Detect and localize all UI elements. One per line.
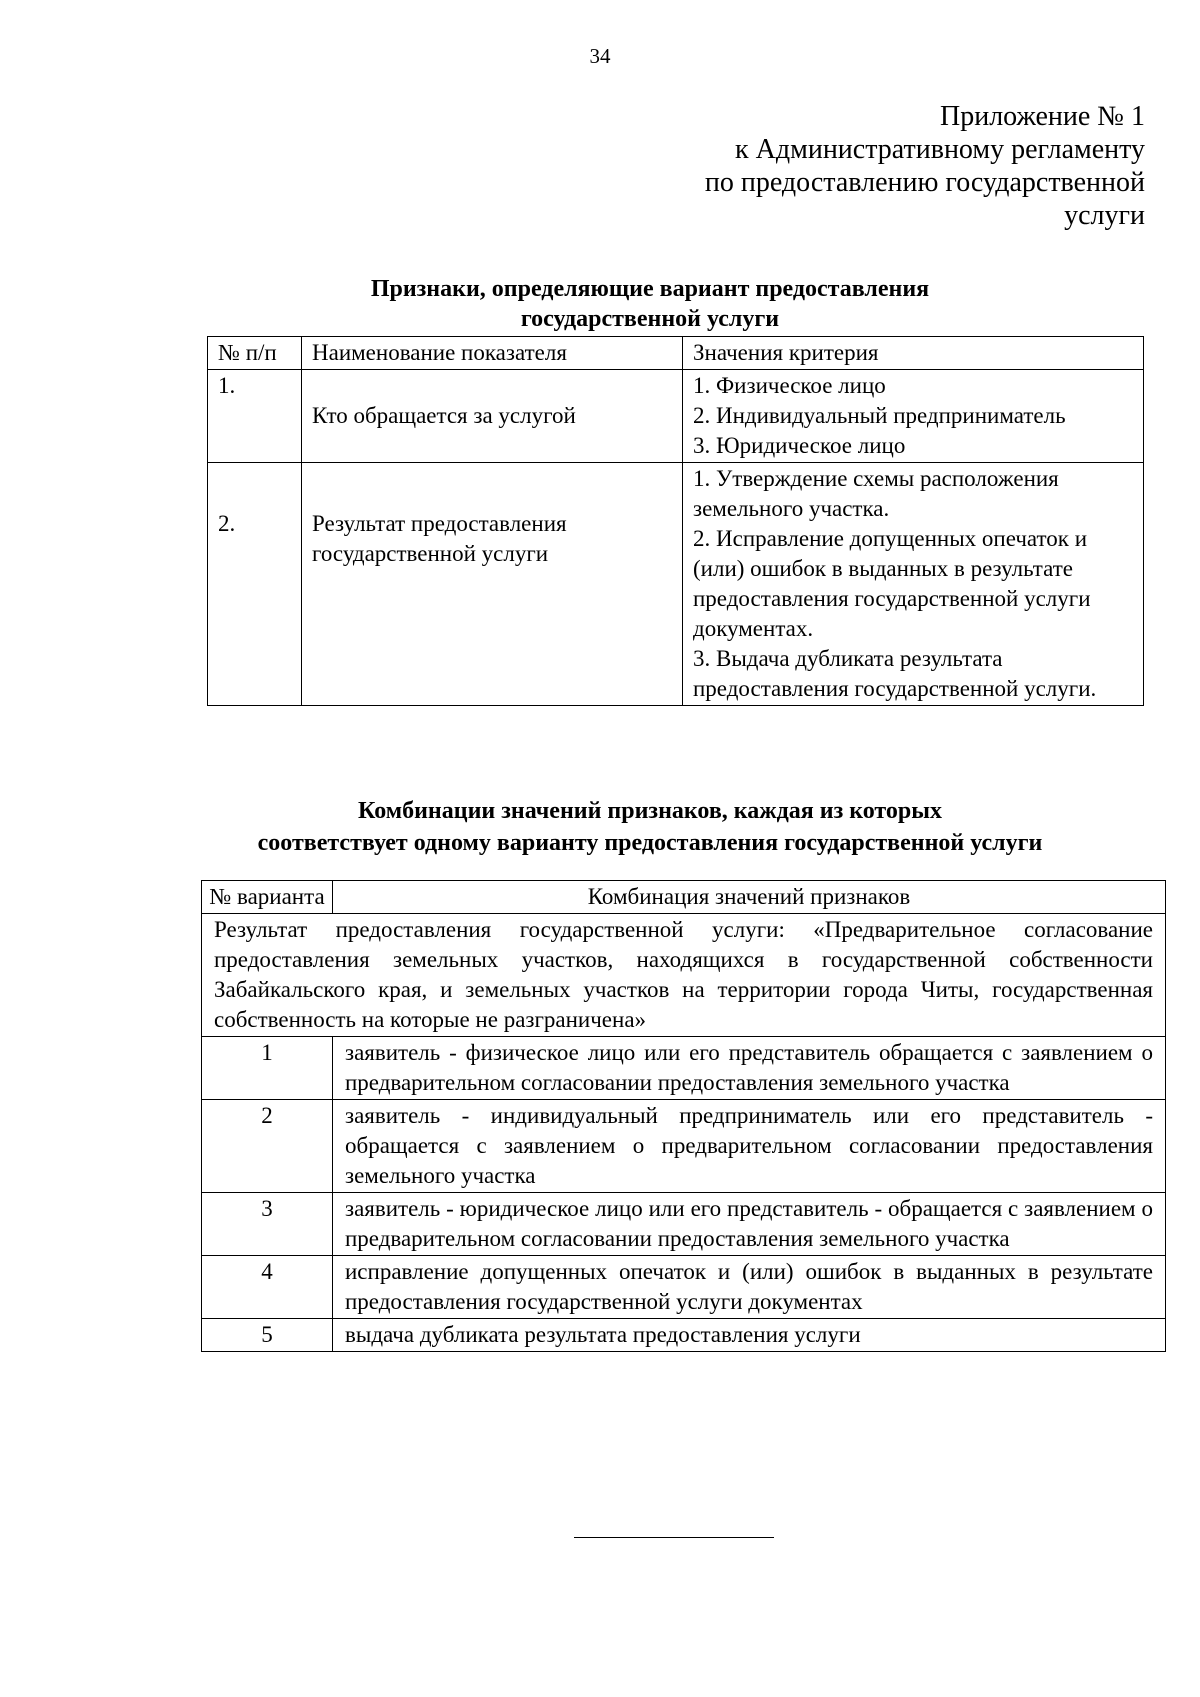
- table-row: [202, 1193, 1166, 1256]
- criteria-values: [683, 370, 1144, 463]
- criteria-values: [683, 463, 1144, 706]
- row-number: 1.: [208, 370, 302, 463]
- criteria-value: 2. Индивидуальный предприниматель: [693, 403, 1066, 428]
- variant-number: 5: [202, 1319, 333, 1352]
- table-header-row: [208, 337, 1144, 370]
- combinations-title-line: Комбинации значений признаков, каждая из которых: [358, 798, 942, 824]
- table-header-row: [202, 881, 1166, 914]
- appendix-line: по предоставлению государственной: [704, 167, 1145, 198]
- header-cell: № п/п: [208, 337, 302, 370]
- criteria-table: [207, 336, 1144, 706]
- criteria-value: 1. Утверждение схемы расположения земельного участка.: [693, 466, 1059, 521]
- header-cell: Комбинация значений признаков: [333, 881, 1166, 914]
- table-row: [202, 1037, 1166, 1100]
- variant-description: заявитель - физическое лицо или его представитель обращается с заявлением о предварительном согласовании предоставления земельного участка: [333, 1037, 1166, 1100]
- combinations-table: [201, 880, 1166, 1352]
- variant-description: выдача дубликата результата предоставления услуги: [333, 1319, 1166, 1352]
- end-divider: [574, 1537, 774, 1538]
- criteria-value: 1. Физическое лицо: [693, 373, 886, 398]
- criteria-value: 3. Юридическое лицо: [693, 433, 906, 458]
- appendix-header: [705, 100, 1145, 232]
- criteria-value: 3. Выдача дубликата результата предоставления государственной услуги.: [693, 646, 1097, 701]
- table-row: [208, 463, 1144, 706]
- variant-description: заявитель - индивидуальный предприниматель или его представитель - обращается с заявлением о предварительном согласовании предоставления земельного участка: [333, 1100, 1166, 1193]
- variant-number: 1: [202, 1037, 333, 1100]
- variant-number: 3: [202, 1193, 333, 1256]
- variant-description: заявитель - юридическое лицо или его представитель - обращается с заявлением о предварительном согласовании предоставления земельного участка: [333, 1193, 1166, 1256]
- page-number: 34: [589, 44, 611, 68]
- table-row: [202, 1100, 1166, 1193]
- appendix-line: Приложение № 1: [940, 101, 1145, 132]
- indicator-name-text: Кто обращается за услугой: [312, 403, 576, 428]
- row-number: [208, 463, 302, 706]
- row-number-text: 2.: [218, 511, 236, 536]
- appendix-line: к Административному регламенту: [735, 134, 1145, 165]
- indicator-name: [302, 463, 683, 706]
- combinations-title-line: соответствует одному варианту предоставления государственной услуги: [257, 830, 1043, 856]
- appendix-line: услуги: [1064, 200, 1145, 231]
- variant-description: исправление допущенных опечаток и (или) ошибок в выданных в результате предоставления государственной услуги документах: [333, 1256, 1166, 1319]
- variant-number: 2: [202, 1100, 333, 1193]
- criteria-title: [200, 274, 1100, 334]
- table-row: [202, 1256, 1166, 1319]
- header-cell: Значения критерия: [683, 337, 1144, 370]
- header-cell: Наименование показателя: [302, 337, 683, 370]
- header-cell: № варианта: [202, 881, 333, 914]
- criteria-value: 2. Исправление допущенных опечаток и (или) ошибок в выданных в результате предоставления государственной услуги документах.: [693, 526, 1091, 641]
- combinations-title: [200, 795, 1100, 859]
- intro-row: [202, 914, 1166, 1037]
- indicator-name: [302, 370, 683, 463]
- table-row: [202, 1319, 1166, 1352]
- table-row: [208, 370, 1144, 463]
- indicator-name-text: Результат предоставления государственной услуги: [312, 511, 567, 566]
- result-description: Результат предоставления государственной услуги: «Предварительное согласование предоставления земельных участков, находящихся в государственной собственности Забайкальского края, и земельных участков на территории города Читы, государственная собственность на которые не разграничена»: [202, 914, 1166, 1037]
- variant-number: 4: [202, 1256, 333, 1319]
- criteria-title-line: государственной услуги: [520, 306, 780, 332]
- criteria-title-line: Признаки, определяющие вариант предоставления: [370, 276, 930, 302]
